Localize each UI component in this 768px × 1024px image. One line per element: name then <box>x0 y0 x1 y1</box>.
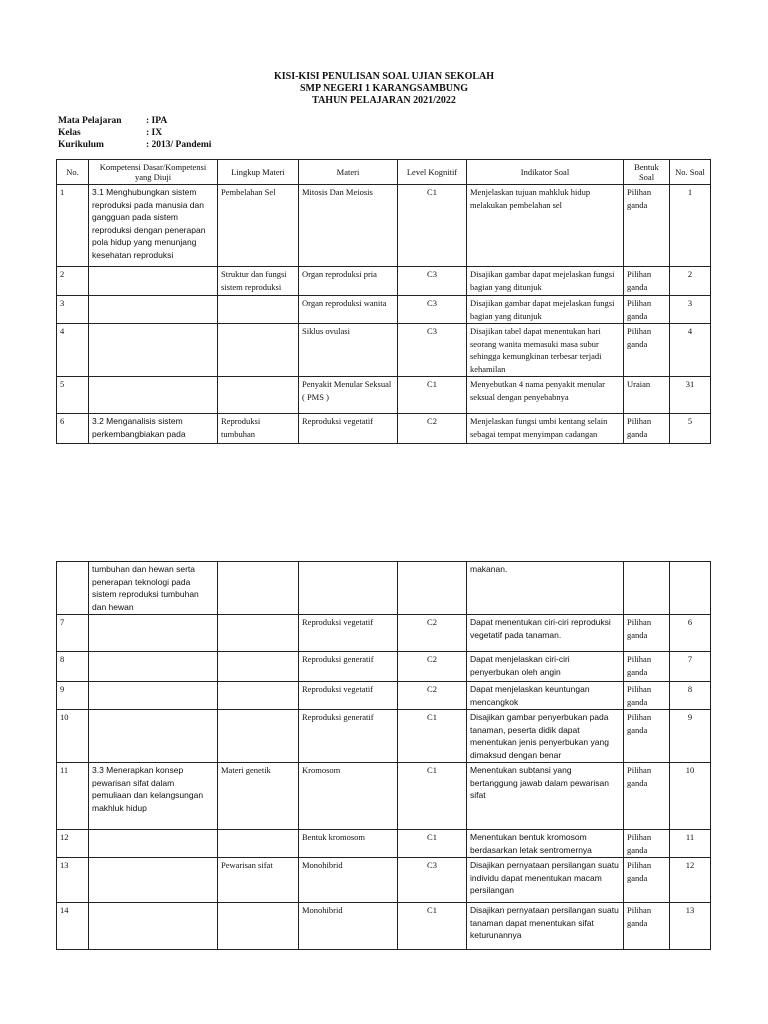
doc-title-line3: TAHUN PELAJARAN 2021/2022 <box>312 95 456 106</box>
cell-indikator: Menjelaskan fungsi umbi kentang selain sebagai tempat menyimpan cadangan <box>467 414 624 444</box>
cell-lingkup: Pembelahan Sel <box>218 185 299 267</box>
cell-kompetensi: tumbuhan dan hewan serta penerapan teknologi pada sistem reproduksi tumbuhan dan hewan <box>89 562 218 615</box>
table-row <box>57 710 711 763</box>
cell-indikator: Menyebutkan 4 nama penyakit menular seksual dengan penyebabnya <box>467 377 624 414</box>
cell-level: C3 <box>398 324 467 377</box>
cell-no: 6 <box>57 414 89 444</box>
cell-level: C2 <box>398 414 467 444</box>
cell-lingkup <box>218 562 299 615</box>
cell-no: 11 <box>57 763 89 830</box>
table-row <box>57 830 711 858</box>
table-row <box>57 615 711 652</box>
cell-nosoal: 13 <box>670 903 711 950</box>
cell-no: 14 <box>57 903 89 950</box>
cell-indikator: Menentukan bentuk kromosom berdasarkan letak sentromernya <box>467 830 624 858</box>
table-row <box>57 296 711 324</box>
cell-lingkup: Struktur dan fungsi sistem reproduksi <box>218 267 299 296</box>
doc-title-line2: SMP NEGERI 1 KARANGSAMBUNG <box>299 83 469 94</box>
cell-kompetensi <box>89 615 218 652</box>
cell-lingkup: Materi genetik <box>218 763 299 830</box>
col-header-lingkup: Lingkup Materi <box>218 160 299 185</box>
cell-bentuk: Pilihan ganda <box>624 296 670 324</box>
table-row <box>57 682 711 710</box>
cell-indikator: Disajikan gambar dapat mejelaskan fungsi bagian yang ditunjuk <box>467 296 624 324</box>
meta-curriculum <box>58 140 211 150</box>
cell-nosoal: 6 <box>670 615 711 652</box>
cell-indikator: Dapat menentukan ciri-ciri reproduksi vegetatif pada tanaman. <box>467 615 624 652</box>
cell-bentuk: Uraian <box>624 377 670 414</box>
cell-lingkup <box>218 615 299 652</box>
cell-nosoal: 3 <box>670 296 711 324</box>
table-row <box>57 903 711 950</box>
col-header-bentuk: Bentuk Soal <box>624 160 670 185</box>
cell-nosoal: 11 <box>670 830 711 858</box>
cell-materi: Monohibrid <box>299 903 398 950</box>
cell-lingkup <box>218 903 299 950</box>
cell-level: C2 <box>398 652 467 682</box>
cell-nosoal: 10 <box>670 763 711 830</box>
table-row <box>57 763 711 830</box>
table-row <box>57 185 711 267</box>
cell-lingkup <box>218 682 299 710</box>
cell-materi: Siklus ovulasi <box>299 324 398 377</box>
cell-bentuk: Pilihan ganda <box>624 830 670 858</box>
cell-level: C1 <box>398 830 467 858</box>
cell-indikator: Disajikan pernyataan persilangan suatu tanaman dapat menentukan sifat keturunannya <box>467 903 624 950</box>
cell-materi: Reproduksi vegetatif <box>299 615 398 652</box>
cell-kompetensi: 3.1 Menghubungkan sistem reproduksi pada manusia dan gangguan pada sistem reproduksi dengan penerapan pola hidup yang menunjang kesehatan reproduksi <box>89 185 218 267</box>
grid-table-page1 <box>56 159 711 444</box>
cell-level: C1 <box>398 763 467 830</box>
cell-level: C3 <box>398 858 467 903</box>
col-header-nosoal: No. Soal <box>670 160 711 185</box>
cell-nosoal: 7 <box>670 652 711 682</box>
cell-materi: Organ reproduksi pria <box>299 267 398 296</box>
cell-lingkup: Pewarisan sifat <box>218 858 299 903</box>
cell-indikator: Menentukan subtansi yang bertanggung jawab dalam pewarisan sifat <box>467 763 624 830</box>
cell-no: 5 <box>57 377 89 414</box>
cell-level: C1 <box>398 377 467 414</box>
cell-lingkup <box>218 324 299 377</box>
cell-no: 7 <box>57 615 89 652</box>
cell-bentuk: Pilihan ganda <box>624 903 670 950</box>
cell-kompetensi: 3.2 Menganalisis sistem perkembangbiakan pada <box>89 414 218 444</box>
cell-lingkup: Reproduksi tumbuhan <box>218 414 299 444</box>
cell-indikator: Disajikan tabel dapat menentukan hari seorang wanita memasuki masa subur sehingga kemungkinan terbesar terjadi kehamilan <box>467 324 624 377</box>
cell-level: C1 <box>398 185 467 267</box>
cell-indikator: Disajikan gambar penyerbukan pada tanaman, peserta didik dapat menentukan jenis penyerbukan yang dimaksud dengan benar <box>467 710 624 763</box>
meta-class <box>58 128 162 138</box>
col-header-kd: Kompetensi Dasar/Kompetensi yang Diuji <box>89 160 218 185</box>
col-header-indikator: Indikator Soal <box>467 160 624 185</box>
cell-kompetensi <box>89 903 218 950</box>
cell-lingkup <box>218 377 299 414</box>
cell-bentuk: Pilihan ganda <box>624 710 670 763</box>
cell-indikator: makanan. <box>467 562 624 615</box>
cell-materi <box>299 562 398 615</box>
cell-indikator: Dapat menjelaskan ciri-ciri penyerbukan oleh angin <box>467 652 624 682</box>
cell-lingkup <box>218 652 299 682</box>
cell-bentuk: Pilihan ganda <box>624 615 670 652</box>
cell-materi: Reproduksi generatif <box>299 652 398 682</box>
cell-no <box>57 562 89 615</box>
grid-table-page2 <box>56 561 711 950</box>
cell-nosoal: 31 <box>670 377 711 414</box>
cell-bentuk: Pilihan ganda <box>624 185 670 267</box>
cell-level <box>398 562 467 615</box>
cell-nosoal: 1 <box>670 185 711 267</box>
cell-nosoal: 4 <box>670 324 711 377</box>
cell-nosoal: 2 <box>670 267 711 296</box>
cell-kompetensi <box>89 324 218 377</box>
cell-level: C1 <box>398 710 467 763</box>
cell-level: C3 <box>398 267 467 296</box>
cell-materi: Penyakit Menular Seksual ( PMS ) <box>299 377 398 414</box>
cell-kompetensi <box>89 682 218 710</box>
cell-no: 9 <box>57 682 89 710</box>
cell-no: 2 <box>57 267 89 296</box>
cell-kompetensi <box>89 710 218 763</box>
cell-kompetensi <box>89 858 218 903</box>
table-row <box>57 858 711 903</box>
cell-nosoal: 9 <box>670 710 711 763</box>
cell-kompetensi <box>89 267 218 296</box>
cell-lingkup <box>218 296 299 324</box>
cell-level: C2 <box>398 615 467 652</box>
cell-materi: Reproduksi vegetatif <box>299 414 398 444</box>
cell-no: 12 <box>57 830 89 858</box>
cell-bentuk: Pilihan ganda <box>624 652 670 682</box>
cell-kompetensi <box>89 296 218 324</box>
cell-indikator: Menjelaskan tujuan mahkluk hidup melakukan pembelahan sel <box>467 185 624 267</box>
cell-level: C3 <box>398 296 467 324</box>
cell-materi: Kromosom <box>299 763 398 830</box>
meta-subject <box>58 116 167 126</box>
cell-materi: Reproduksi vegetatif <box>299 682 398 710</box>
col-header-level: Level Kognitif <box>398 160 467 185</box>
cell-materi: Reproduksi generatif <box>299 710 398 763</box>
col-header-no: No. <box>57 160 89 185</box>
cell-bentuk: Pilihan ganda <box>624 763 670 830</box>
cell-nosoal: 5 <box>670 414 711 444</box>
meta-value: : IPA <box>146 116 168 126</box>
cell-bentuk: Pilihan ganda <box>624 858 670 903</box>
meta-label: Mata Pelajaran <box>58 116 122 126</box>
cell-no: 1 <box>57 185 89 267</box>
cell-level: C1 <box>398 903 467 950</box>
cell-bentuk: Pilihan ganda <box>624 324 670 377</box>
cell-materi: Monohibrid <box>299 858 398 903</box>
cell-no: 4 <box>57 324 89 377</box>
cell-no: 10 <box>57 710 89 763</box>
cell-materi: Mitosis Dan Meiosis <box>299 185 398 267</box>
meta-value: : 2013/ Pandemi <box>146 140 212 150</box>
cell-nosoal <box>670 562 711 615</box>
cell-nosoal: 12 <box>670 858 711 903</box>
doc-title-line1: KISI-KISI PENULISAN SOAL UJIAN SEKOLAH <box>273 71 495 82</box>
cell-no: 3 <box>57 296 89 324</box>
meta-value: : IX <box>146 128 163 138</box>
cell-kompetensi: 3.3 Menerapkan konsep pewarisan sifat dalam pemuliaan dan kelangsungan makhluk hidup <box>89 763 218 830</box>
cell-bentuk: Pilihan ganda <box>624 267 670 296</box>
cell-lingkup <box>218 710 299 763</box>
table-row <box>57 652 711 682</box>
cell-indikator: Disajikan gambar dapat mejelaskan fungsi bagian yang ditunjuk <box>467 267 624 296</box>
meta-label: Kelas <box>58 128 81 138</box>
table-row <box>57 324 711 377</box>
table-row <box>57 267 711 296</box>
cell-no: 13 <box>57 858 89 903</box>
cell-indikator: Disajikan pernyataan persilangan suatu individu dapat menentukan macam persilangan <box>467 858 624 903</box>
cell-bentuk: Pilihan ganda <box>624 682 670 710</box>
table-header-row <box>57 160 711 185</box>
cell-materi: Organ reproduksi wanita <box>299 296 398 324</box>
cell-bentuk <box>624 562 670 615</box>
cell-kompetensi <box>89 377 218 414</box>
meta-label: Kurikulum <box>58 140 104 150</box>
col-header-materi: Materi <box>299 160 398 185</box>
cell-nosoal: 8 <box>670 682 711 710</box>
cell-bentuk: Pilihan ganda <box>624 414 670 444</box>
cell-no: 8 <box>57 652 89 682</box>
cell-materi: Bentuk kromosom <box>299 830 398 858</box>
cell-kompetensi <box>89 652 218 682</box>
table-row <box>57 562 711 615</box>
cell-level: C2 <box>398 682 467 710</box>
table-row <box>57 377 711 414</box>
table-row <box>57 414 711 444</box>
cell-kompetensi <box>89 830 218 858</box>
cell-lingkup <box>218 830 299 858</box>
cell-indikator: Dapat menjelaskan keuntungan mencangkok <box>467 682 624 710</box>
